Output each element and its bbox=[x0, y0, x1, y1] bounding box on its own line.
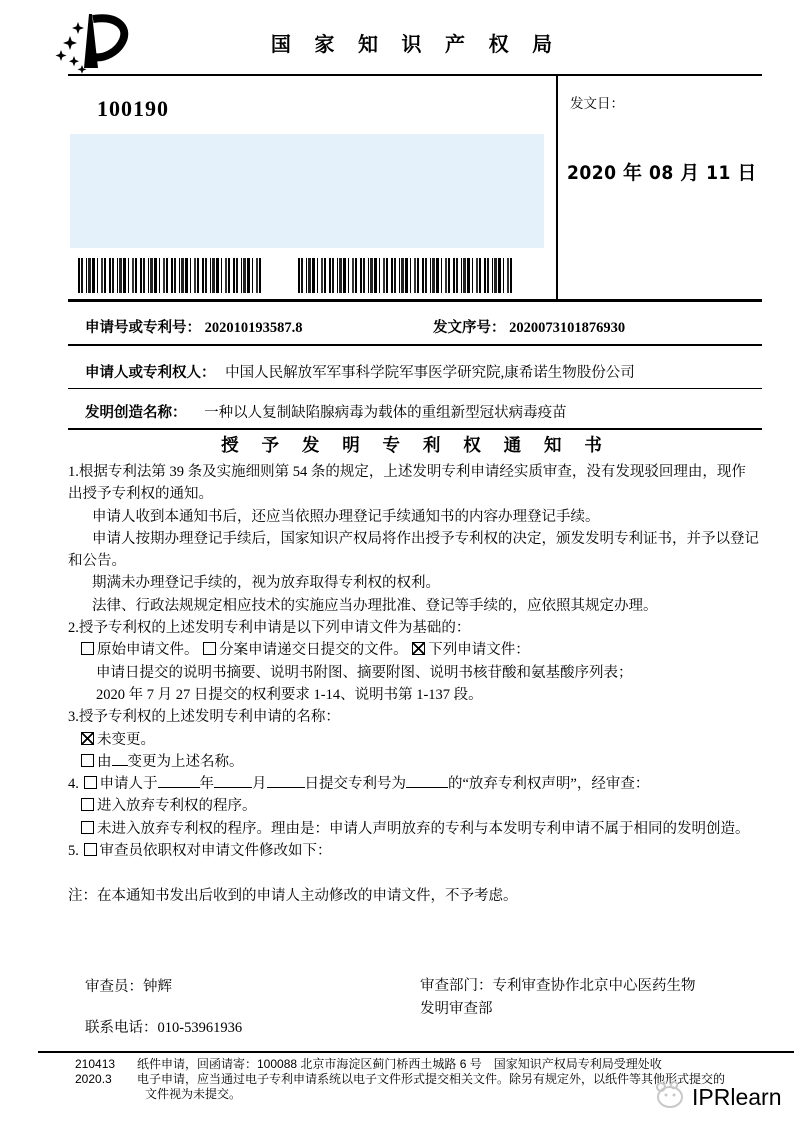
dispatch-date-label: 发文日： bbox=[570, 96, 624, 111]
notice-line bbox=[68, 751, 768, 773]
serial-number-row bbox=[433, 316, 625, 337]
row-rule bbox=[68, 388, 762, 389]
checkbox-empty-icon[interactable] bbox=[81, 642, 94, 655]
checkbox-empty-icon[interactable] bbox=[84, 843, 97, 856]
examiner-row bbox=[85, 975, 172, 996]
notice-line bbox=[68, 528, 768, 550]
notice-line bbox=[68, 617, 768, 639]
iprlearn-watermark bbox=[648, 1080, 781, 1115]
checkbox-empty-icon[interactable] bbox=[81, 821, 94, 834]
notice-text: 申请人收到本通知书后，还应当依照办理登记手续通知书的内容办理登记手续。 bbox=[92, 508, 600, 525]
blank-field bbox=[158, 774, 200, 788]
notice-text: 未变更。 bbox=[97, 731, 155, 748]
notice-text: 审查员依职权对申请文件修改如下： bbox=[99, 843, 332, 860]
notice-line bbox=[68, 662, 768, 684]
application-number-value: 202010193587.8 bbox=[204, 320, 303, 336]
applicant-row bbox=[85, 361, 635, 382]
form-code: 210413 bbox=[75, 1057, 116, 1071]
watermark-text: IPRlearn bbox=[692, 1084, 782, 1110]
invention-name-row bbox=[85, 401, 567, 422]
footer-line3: 文件视为未提交。 bbox=[145, 1087, 242, 1101]
checkbox-checked-icon[interactable] bbox=[81, 732, 94, 745]
blank-field bbox=[214, 774, 252, 788]
serial-number-value: 2020073101876930 bbox=[509, 320, 626, 336]
checkbox-empty-icon[interactable] bbox=[84, 776, 97, 789]
notice-text: 注：在本通知书发出后收到的申请人主动修改的申请文件，不予考虑。 bbox=[68, 887, 518, 904]
notice-text: 原始申请文件。 bbox=[97, 642, 203, 659]
notice-text: 1.根据专利法第 39 条及实施细则第 54 条的规定，上述发明专利申请经实质审查，没有发现驳回理由，现作 bbox=[68, 464, 746, 480]
notice-text: 下列申请文件： bbox=[428, 642, 530, 659]
department-line1: 专利审查协作北京中心医药生物 bbox=[492, 978, 696, 994]
footer-line2: 电子申请，应当通过电子专利申请系统以电子文件形式提交相关文件。除另有规定外，以纸件等其他形式提交的 bbox=[137, 1072, 726, 1086]
notice-line bbox=[68, 572, 768, 594]
notice-line bbox=[68, 840, 768, 862]
notice-text: 3.授予专利权的上述发明专利申请的名称： bbox=[68, 709, 340, 726]
row-rule bbox=[68, 428, 762, 430]
invention-name-value: 一种以人复制缺陷腺病毒为载体的重组新型冠状病毒疫苗 bbox=[204, 405, 567, 421]
form-code-block bbox=[75, 1057, 115, 1087]
phone-label: 联系电话： bbox=[85, 1020, 158, 1036]
examiner-name: 钟辉 bbox=[143, 979, 172, 995]
section-rule bbox=[68, 299, 762, 302]
notice-text: 5. bbox=[68, 843, 83, 860]
notice-body bbox=[68, 461, 768, 907]
invention-name-label: 发明创造名称： bbox=[85, 405, 187, 421]
form-date: 2020.3 bbox=[75, 1072, 112, 1086]
notice-line bbox=[68, 885, 768, 907]
notice-text: 月 bbox=[252, 776, 267, 793]
notice-line bbox=[68, 773, 768, 795]
row-rule bbox=[68, 344, 762, 346]
phone-value: 010-53961936 bbox=[157, 1020, 243, 1036]
notice-line bbox=[68, 483, 768, 505]
department-line2: 发明审查部 bbox=[420, 1001, 493, 1017]
notice-text: 期满未办理登记手续的，视为放弃取得专利权的权利。 bbox=[92, 575, 440, 592]
notice-text: 分案申请递交日提交的文件。 bbox=[219, 642, 412, 659]
notice-text: 和公告。 bbox=[68, 553, 126, 570]
postal-code: 100190 bbox=[97, 96, 169, 121]
dispatch-date-value: 2020 年 08 月 11 日 bbox=[567, 162, 757, 184]
notice-text: 法律、行政法规规定相应技术的实施应当办理批准、登记等手续的，应依照其规定办理。 bbox=[92, 597, 658, 614]
notice-text: 2020 年 7 月 27 日提交的权利要求 1-14、说明书第 1-137 段。 bbox=[96, 686, 483, 703]
notice-line bbox=[68, 506, 768, 528]
notice-text: 申请人于 bbox=[99, 776, 158, 793]
agency-title: 国 家 知 识 产 权 局 bbox=[270, 34, 562, 56]
checkbox-checked-icon[interactable] bbox=[412, 642, 425, 655]
notice-text: 未进入放弃专利权的程序。理由是：申请人声明放弃的专利与本发明专利申请不属于相同的发明创造。 bbox=[97, 820, 750, 837]
notice-text: 2.授予专利权的上述发明专利申请是以下列申请文件为基础的： bbox=[68, 620, 471, 637]
notice-line bbox=[68, 639, 768, 661]
notice-text: 的“放弃专利权声明”，经审查： bbox=[448, 776, 650, 793]
header-rule bbox=[68, 74, 762, 76]
notice-text: 进入放弃专利权的程序。 bbox=[97, 798, 257, 815]
application-number-label: 申请号或专利号： bbox=[85, 320, 201, 336]
blank-field bbox=[406, 774, 448, 788]
footer-rule bbox=[38, 1051, 794, 1053]
notice-line bbox=[68, 729, 768, 751]
applicant-value: 中国人民解放军军事科学院军事医学研究院,康希诺生物股份公司 bbox=[225, 365, 635, 381]
notice-line bbox=[68, 862, 768, 884]
notice-text: 由 bbox=[97, 753, 112, 770]
checkbox-empty-icon[interactable] bbox=[203, 642, 216, 655]
checkbox-empty-icon[interactable] bbox=[81, 798, 94, 811]
notice-text: 出授予专利权的通知。 bbox=[68, 486, 213, 503]
examiner-label: 审查员： bbox=[85, 979, 143, 995]
notice-title: 授 予 发 明 专 利 权 通 知 书 bbox=[221, 435, 611, 455]
phone-row bbox=[85, 1016, 242, 1037]
notice-text: 4. bbox=[68, 776, 83, 793]
blank-field bbox=[112, 752, 128, 766]
notice-text: 日提交专利号为 bbox=[304, 776, 406, 793]
dispatch-divider bbox=[556, 76, 558, 301]
applicant-label: 申请人或专利权人： bbox=[85, 365, 216, 381]
notice-line bbox=[68, 684, 768, 706]
barcode bbox=[78, 258, 261, 293]
blank-field bbox=[267, 774, 305, 788]
serial-number-label: 发文序号： bbox=[433, 320, 506, 336]
footer-line1: 纸件申请，回函请寄：100088 北京市海淀区蓟门桥西土城路 6 号 国家知识产权局专利局受理处收 bbox=[137, 1057, 662, 1071]
iprlearn-logo-icon bbox=[648, 1080, 688, 1115]
notice-line bbox=[68, 550, 768, 572]
notice-text: 申请日提交的说明书摘要、说明书附图、摘要附图、说明书核苷酸和氨基酸序列表； bbox=[96, 664, 633, 681]
notice-line bbox=[68, 595, 768, 617]
notice-line bbox=[68, 795, 768, 817]
checkbox-empty-icon[interactable] bbox=[81, 754, 94, 767]
redacted-address-box bbox=[70, 134, 544, 248]
notice-line bbox=[68, 461, 768, 483]
notice-text: 申请人按期办理登记手续后，国家知识产权局将作出授予专利权的决定，颁发发明专利证书，并予以登记 bbox=[92, 530, 759, 547]
application-number-row bbox=[85, 316, 303, 337]
department-label: 审查部门： bbox=[420, 978, 493, 994]
notice-line bbox=[68, 818, 768, 840]
notice-text: 年 bbox=[199, 776, 214, 793]
department-row bbox=[420, 975, 750, 1021]
notice-text: 变更为上述名称。 bbox=[127, 753, 244, 770]
barcode bbox=[298, 258, 514, 293]
notice-line bbox=[68, 706, 768, 728]
